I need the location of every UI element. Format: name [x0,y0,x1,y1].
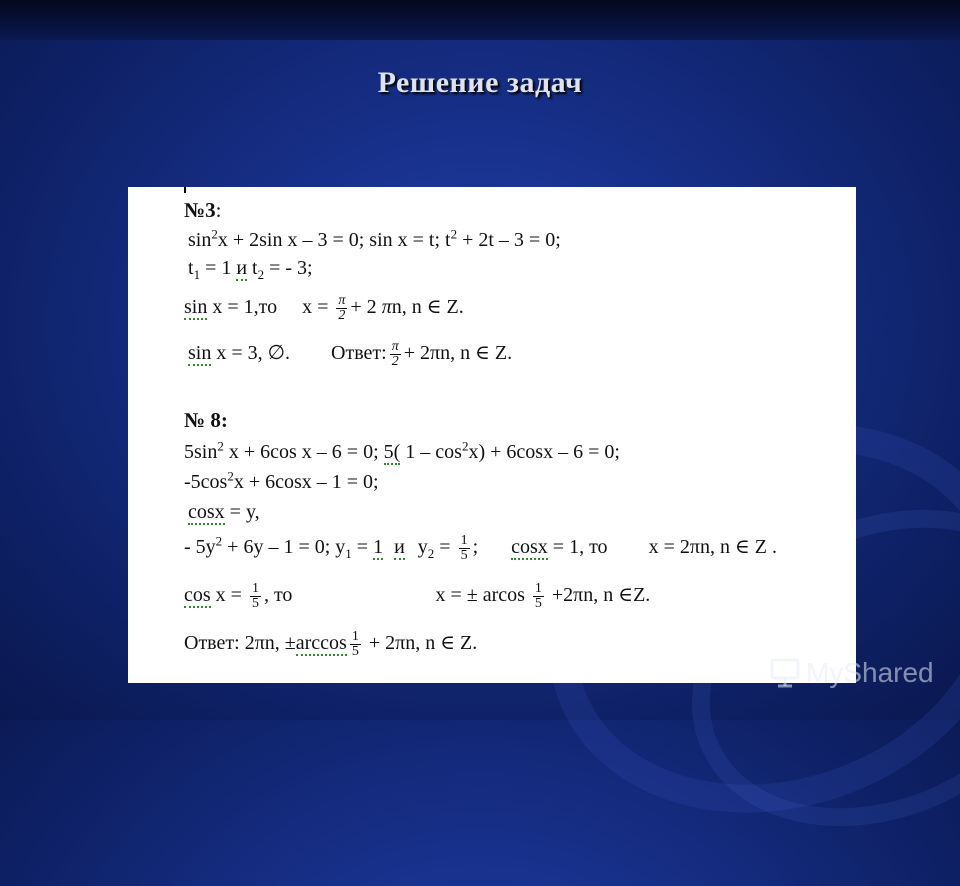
slide-title: Решение задач [377,66,583,99]
task8-line-4: - $5y^2 + 6y - 1 = 0$; $y_1 = 1$ и $y_2$ = $\frac{1}{5}$ ; cosx = 1, то x = 2πn, n ∈ Z . [184,532,777,563]
task3-line-4: sin x = 3, ∅. Ответ: $\frac{\pi}{2}$ + 2πn, n ∈ Z. [188,338,513,369]
task3-heading: №3: [184,198,222,222]
task8-line-1: $5\sin^2$ x + 6cos x – 6 = 0; 5( $1 - \cos^2x) + 6\cos x - 6 = 0$; [184,438,620,463]
task8-line-5: cos x = $\frac{1}{5}$ , то x = ± arcos $\frac{1}{5}$ +2πn, n ∈Z. [184,580,651,611]
task3-line-1: $\sin^2x + 2\sin$ x – 3 = 0; sin x = t; $t^2 + 2t - 3 = 0$; [188,226,561,251]
task3-line-3: sin x = 1,то x = $\frac{\pi}{2}$ + 2 πn, n ∈ Z. [184,292,464,323]
fraction-pi-over-2: $\frac{\pi}{2}$ [338,292,346,323]
task8-heading: № 8: [184,408,228,432]
fraction-one-fifth: $\frac{1}{5}$ [251,580,259,611]
task8-line-2: $-5\cos^2x + 6\cos x - 1 = 0$; [184,468,379,493]
task3-line-2: $t_1 = 1$ и $t_2$ = - 3; [188,257,313,282]
fraction-one-fifth: $\frac{1}{5}$ [534,580,542,611]
watermark-text: MyShared [806,657,934,688]
fraction-one-fifth: $\frac{1}{5}$ [460,532,468,563]
task8-line-3: cosx = y, [188,501,260,523]
presentation-icon [768,656,802,690]
task8-answer: Ответ: 2πn, ±arccos $\frac{1}{5}$ + 2πn, n ∈ Z. [184,628,478,659]
fraction-one-fifth: $\frac{1}{5}$ [351,628,359,659]
myshared-watermark [768,656,934,690]
cursor-mark [184,187,186,193]
fraction-pi-over-2: $\frac{\pi}{2}$ [391,338,399,369]
top-band [0,0,960,40]
solution-sheet [128,187,856,683]
